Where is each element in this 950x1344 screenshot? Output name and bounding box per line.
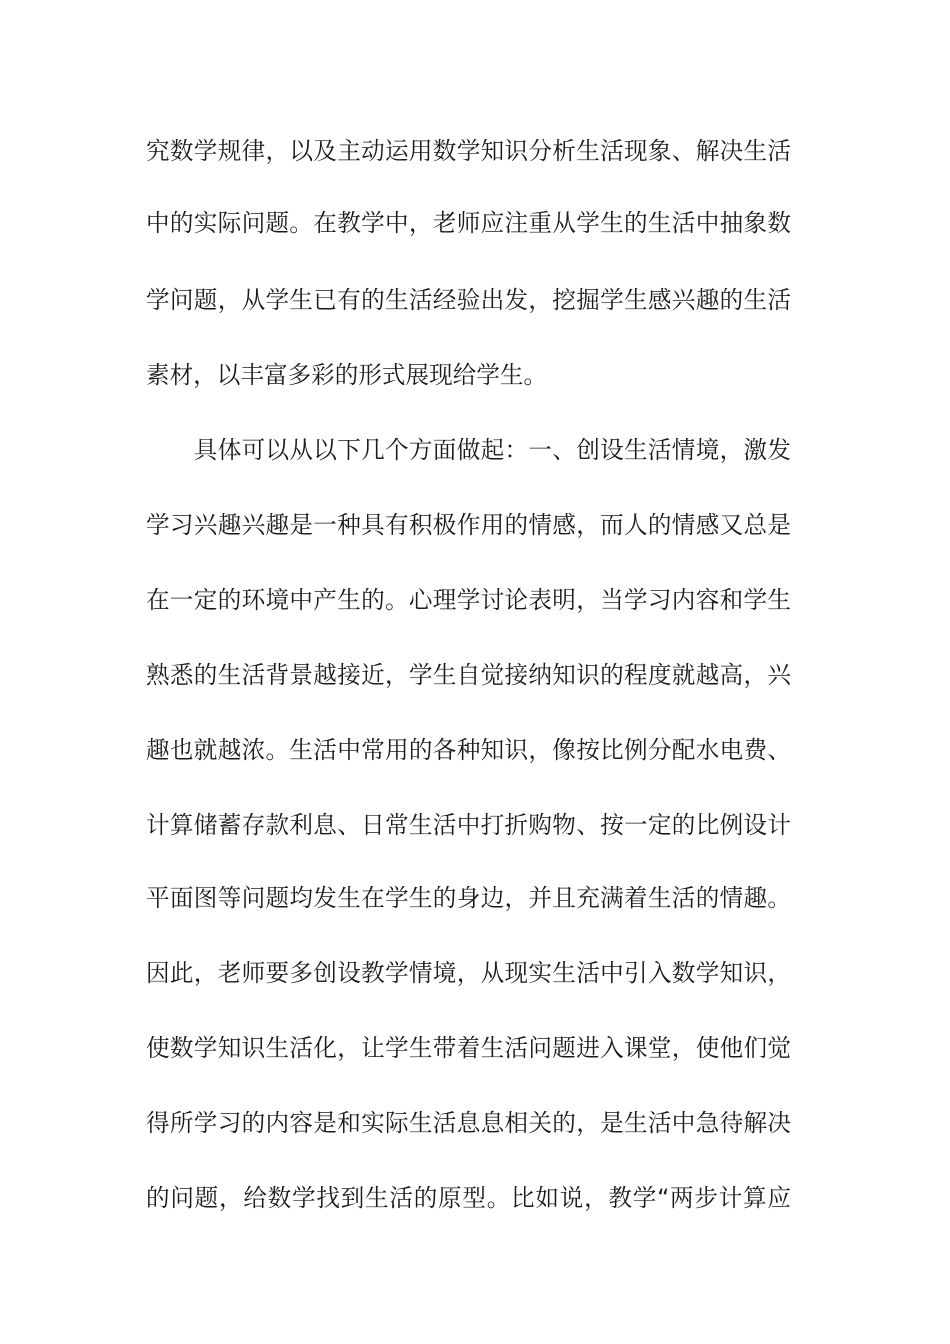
text-line: 平面图等问题均发生在学生的身边，并且充满着生活的情趣。 (146, 884, 791, 912)
text-line: 学习兴趣兴趣是一种具有积极作用的情感，而人的情感又总是 (146, 511, 791, 539)
text-line: 素材，以丰富多彩的形式展现给学生。 (146, 361, 548, 389)
text-line: 使数学知识生活化，让学生带着生活问题进入课堂，使他们觉 (146, 1034, 791, 1062)
text-line: 在一定的环境中产生的。心理学讨论表明，当学习内容和学生 (146, 586, 791, 614)
text-line: 计算储蓄存款利息、日常生活中打折购物、按一定的比例设计 (146, 811, 791, 839)
text-line: 究数学规律，以及主动运用数学知识分析生活现象、解决生活 (146, 137, 791, 165)
text-line: 熟悉的生活背景越接近，学生自觉接纳知识的程度就越高，兴 (146, 661, 791, 689)
text-line: 中的实际问题。在教学中，老师应注重从学生的生活中抽象数 (146, 209, 791, 237)
text-line: 具体可以从以下几个方面做起：一、创设生活情境，激发 (146, 436, 791, 464)
text-line: 的问题，给数学找到生活的原型。比如说，教学“两步计算应 (146, 1184, 791, 1212)
text-line: 趣也就越浓。生活中常用的各种知识，像按比例分配水电费、 (146, 736, 791, 764)
text-line: 得所学习的内容是和实际生活息息相关的，是生活中急待解决 (146, 1109, 791, 1137)
text-line: 学问题，从学生已有的生活经验出发，挖掘学生感兴趣的生活 (146, 286, 791, 314)
text-line: 因此，老师要多创设教学情境，从现实生活中引入数学知识， (146, 959, 791, 987)
